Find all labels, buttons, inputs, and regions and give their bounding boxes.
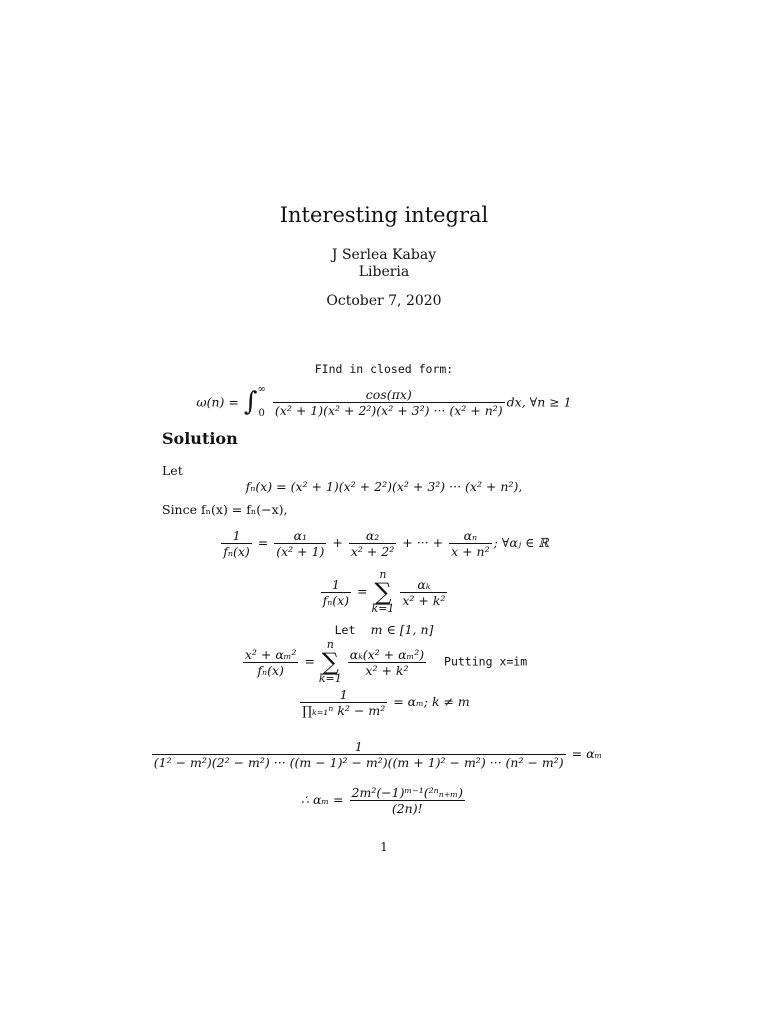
- pf-t2-den: x² + 2²: [350, 544, 395, 559]
- page-number: 1: [380, 840, 388, 854]
- integral-lower: 0: [258, 408, 265, 419]
- pf-t1-den: (x² + 1): [276, 544, 325, 559]
- mult-sum-lower: k=1: [318, 672, 342, 685]
- sum-equation: $\frac{1}{\text{fₙ(x)}}$ = n ∑ k=1 $\frac{\text{αₖ}}{\text{x² + k²}}$: [322, 568, 446, 615]
- let-m-condition: m ∈ [1, n]: [370, 622, 434, 637]
- since-text: Since fₙ(x) = fₙ(−x),: [162, 502, 288, 517]
- mult-sum-upper: n: [326, 638, 334, 651]
- sum-lhs-num: 1: [321, 577, 352, 593]
- product-equation: [0, 687, 768, 718]
- pf-condition: ; ∀αⱼ ∈ ℝ: [493, 535, 549, 550]
- pf-tn-num: αₙ: [449, 528, 492, 544]
- final-lhs: ∴ αₘ =: [301, 792, 344, 807]
- sum-upper: n: [379, 568, 387, 581]
- problem-numerator: cos(πx): [273, 387, 505, 403]
- paper-date: October 7, 2020: [326, 293, 442, 309]
- multiplied-equation: $\frac{\text{x² + αₘ²}}{\text{fₙ(x)}}$ = n ∑ k=1 $\frac{\text{αₖ(x² + αₘ²)}}{\text{x² + k²}}$ Putting x=im: [244, 638, 528, 685]
- problem-tail: dx, ∀n ≥ 1: [506, 394, 572, 410]
- sum-den: x² + k²: [402, 592, 446, 608]
- problem-equation: [0, 378, 768, 426]
- pf-lhs-num: 1: [221, 528, 252, 544]
- final-equation: [0, 785, 768, 816]
- sum-num: αₖ: [400, 577, 447, 593]
- prod-rhs: = αₘ; k ≠ m: [393, 694, 470, 709]
- long-den: (1² − m²)(2² − m²) ··· ((m − 1)² − m²)((m + 1)² − m²) ··· (n² − m²): [153, 755, 564, 770]
- pf-t1-num: α₁: [274, 528, 326, 544]
- pf-lhs-den: fₙ(x): [223, 544, 250, 559]
- let-m-line: [0, 619, 768, 638]
- problem-denominator: (x² + 1)(x² + 2²)(x² + 3²) ··· (x² + n²): [274, 402, 503, 418]
- pf-tn-den: x + n²: [451, 544, 490, 559]
- integral-upper: ∞: [257, 384, 266, 395]
- problem-prompt: FInd in closed form:: [314, 362, 454, 376]
- fn-definition: fₙ(x) = (x² + 1)(x² + 2²)(x² + 3²) ··· (x² + n²),: [245, 479, 523, 494]
- pf-dots: + ··· +: [402, 535, 444, 550]
- mult-lhs-num: x² + αₘ²: [244, 646, 297, 662]
- let-m-word: Let: [334, 623, 356, 637]
- sum-operator: n ∑ k=1: [371, 568, 395, 615]
- author-affiliation: Liberia: [358, 264, 410, 280]
- putting-note: Putting x=im: [444, 654, 528, 669]
- author-name: J Serlea Kabay: [331, 247, 437, 263]
- prod-num: 1: [300, 687, 387, 703]
- mult-den: x² + k²: [365, 662, 409, 678]
- long-rhs: = αₘ: [571, 746, 603, 761]
- mult-lhs-den: fₙ(x): [257, 662, 284, 678]
- paper-title: Interesting integral: [279, 203, 489, 227]
- let-word: Let: [162, 463, 183, 478]
- partial-fraction-equation: $\frac{1}{\text{fₙ(x)}}$ = $\frac{\text{α₁}}{\text{(x² + 1)}}$ + $\frac{\text{α₂}}{\text{x² + 2²}}$ + ··· + $\frac{\text{αₙ}}{\text{x + n²}}$ ; ∀αⱼ ∈ ℝ: [223, 528, 549, 559]
- pf-t2-num: α₂: [349, 528, 396, 544]
- sum-lhs-den: fₙ(x): [322, 592, 350, 608]
- omega-lhs: ω(n) =: [196, 394, 239, 410]
- mult-num: αₖ(x² + αₘ²): [349, 646, 425, 662]
- prod-den: ∏ₖ₌₁ⁿ k² − m²: [302, 703, 386, 718]
- final-den: (2n)!: [391, 801, 423, 816]
- integral-sign: ∫: [243, 387, 258, 417]
- long-equation: [0, 739, 760, 770]
- mult-sum-operator: n ∑ k=1: [318, 638, 342, 685]
- section-heading: Solution: [162, 429, 238, 448]
- sum-lower: k=1: [371, 602, 395, 615]
- long-num: 1: [152, 739, 566, 755]
- final-num: 2m²(−1)ᵐ⁻¹(²ⁿₙ₊ₘ): [351, 785, 463, 800]
